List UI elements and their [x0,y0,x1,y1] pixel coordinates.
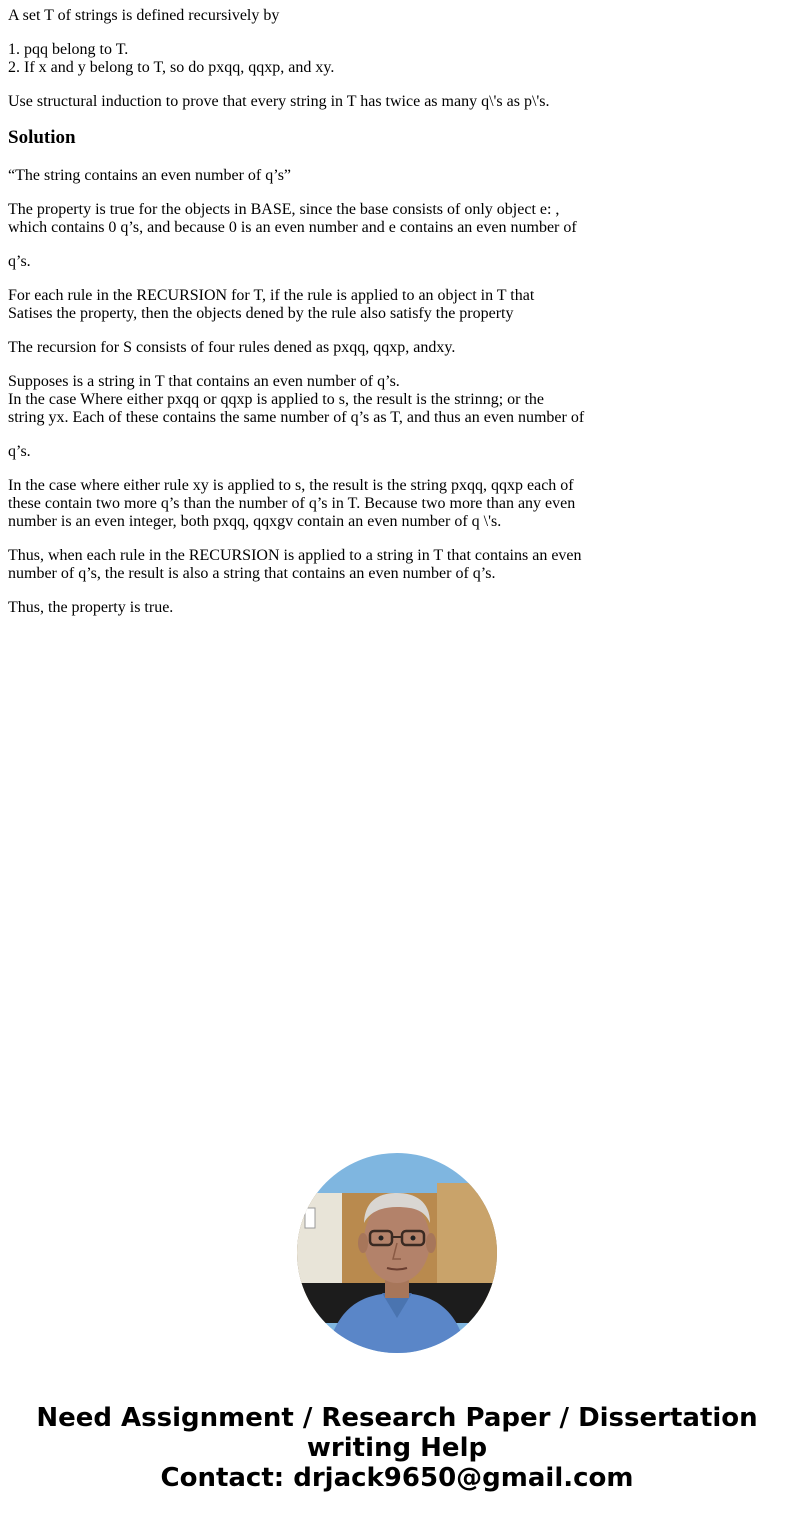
portrait-photo-icon [297,1153,497,1353]
solution-paragraph: In the case where either rule xy is applied to s, the result is the string pxqq, qqxp each of these contain two more q’s than the number of q’s in T. Because two more than any even number is an even integer, both pxqq, qqxgv contain an even number of q \'s. [8,477,576,530]
promo-line-1: Need Assignment / Research Paper / Dissertation [36,1403,758,1433]
document-body [8,7,608,633]
question-task: Use structural induction to prove that every string in T has twice as many q\'s as p\'s. [8,93,550,110]
question-rules: 1. pqq belong to T. 2. If x and y belong to T, so do pxqq, qqxp, and xy. [8,41,335,76]
solution-paragraph: Thus, the property is true. [8,599,174,616]
solution-paragraph: The property is true for the objects in BASE, since the base consists of only object e: , which contains 0 q’s, and because 0 is an even number and e contains an even number of [8,201,577,236]
promo-banner [0,1403,794,1493]
solution-paragraph: Supposes is a string in T that contains an even number of q’s. In the case Where either pxqq or qqxp is applied to s, the result is the strinng; or the string yx. Each of these contains the same number of q’s as T, and thus an even number of [8,373,585,426]
promo-line-2: writing Help [306,1433,488,1463]
solution-paragraph: “The string contains an even number of q’s” [8,167,292,184]
author-avatar [297,1153,497,1353]
solution-paragraph: q’s. [8,253,31,270]
solution-paragraph: Thus, when each rule in the RECURSION is applied to a string in T that contains an even number of q’s, the result is also a string that contains an even number of q’s. [8,547,582,582]
question-intro: A set T of strings is defined recursively by [8,7,280,24]
solution-paragraph: The recursion for S consists of four rules dened as pxqq, qqxp, andxy. [8,339,456,356]
promo-contact: Contact: drjack9650@gmail.com [160,1463,634,1493]
solution-paragraph: q’s. [8,443,31,460]
solution-paragraph: For each rule in the RECURSION for T, if the rule is applied to an object in T that Satises the property, then the objects dened by the rule also satisfy the property [8,287,535,322]
solution-heading: Solution [8,127,76,148]
